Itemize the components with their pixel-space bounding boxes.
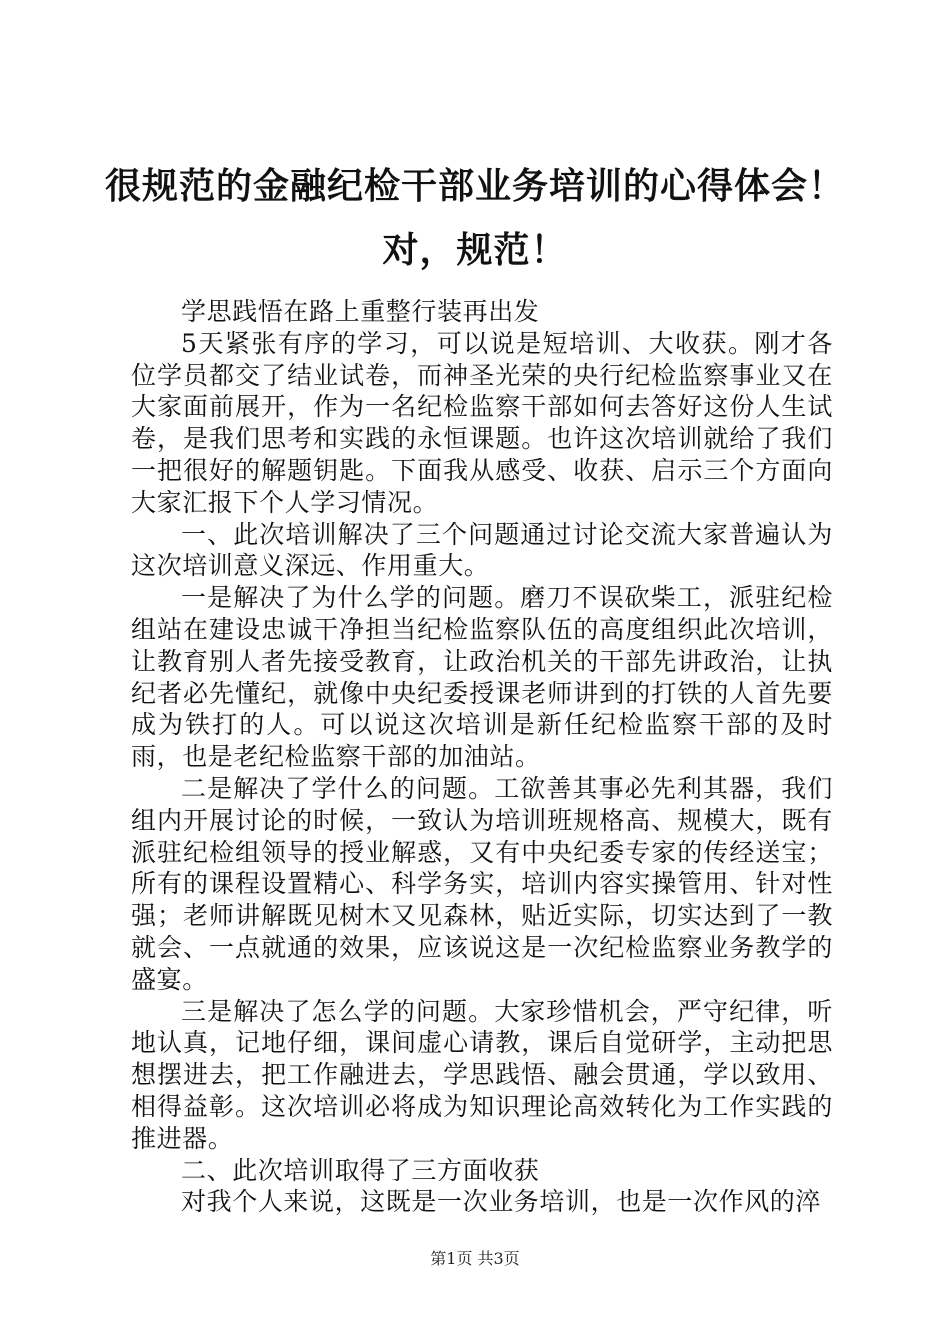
section-heading: 二、此次培训取得了三方面收获 [181,1155,540,1185]
paragraph: 一是解决了为什么学的问题。磨刀不误砍柴工，派驻纪检组站在建设忠诚干净担当纪检监察队伍的高度组织此次培训，让教育别人者先接受教育，让政治机关的干部先讲政治，让执纪者必先懂纪，就像中央纪委授课老师讲到的打铁的人首先要成为铁打的人。可以说这次培训是新任纪检监察干部的及时雨，也是老纪检监察干部的加油站。 [131,583,833,772]
paragraph: 三是解决了怎么学的问题。大家珍惜机会，严守纪律，听地认真，记地仔细，课间虚心请教，课后自觉研学，主动把思想摆进去，把工作融进去，学思践悟、融会贯通，学以致用、相得益彰。这次培训必将成为知识理论高效转化为工作实践的推进器。 [131,996,833,1153]
page-number-footer: 第1页 共3页 [430,1249,520,1268]
paragraph-subtitle: 学思践悟在路上重整行装再出发 [181,297,540,326]
document-title-line-2: 对，规范！ [382,229,568,271]
paragraph: 对我个人来说，这既是一次业务培训，也是一次作风的淬 [181,1187,822,1217]
document-title-line-1: 很规范的金融纪检干部业务培训的心得体会！ [104,165,845,207]
document-body [131,296,833,1218]
paragraph: 5天紧张有序的学习，可以说是短培训、大收获。刚才各位学员都交了结业试卷，而神圣光荣的央行纪检监察事业又在大家面前展开，作为一名纪检监察干部如何去答好这份人生试卷，是我们思考和实践的永恒课题。也许这次培训就给了我们一把很好的解题钥匙。下面我从感受、收获、启示三个方面向大家汇报下个人学习情况。 [131,328,833,517]
paragraph: 二是解决了学什么的问题。工欲善其事必先利其器，我们组内开展讨论的时候，一致认为培训班规格高、规模大，既有派驻纪检组领导的授业解惑，又有中央纪委专家的传经送宝；所有的课程设置精心、科学务实，培训内容实操管用、针对性强；老师讲解既见树木又见森林，贴近实际，切实达到了一教就会、一点就通的效果，应该说这是一次纪检监察业务教学的盛宴。 [131,773,833,994]
section-heading: 一、此次培训解决了三个问题通过讨论交流大家普遍认为这次培训意义深远、作用重大。 [131,519,833,581]
